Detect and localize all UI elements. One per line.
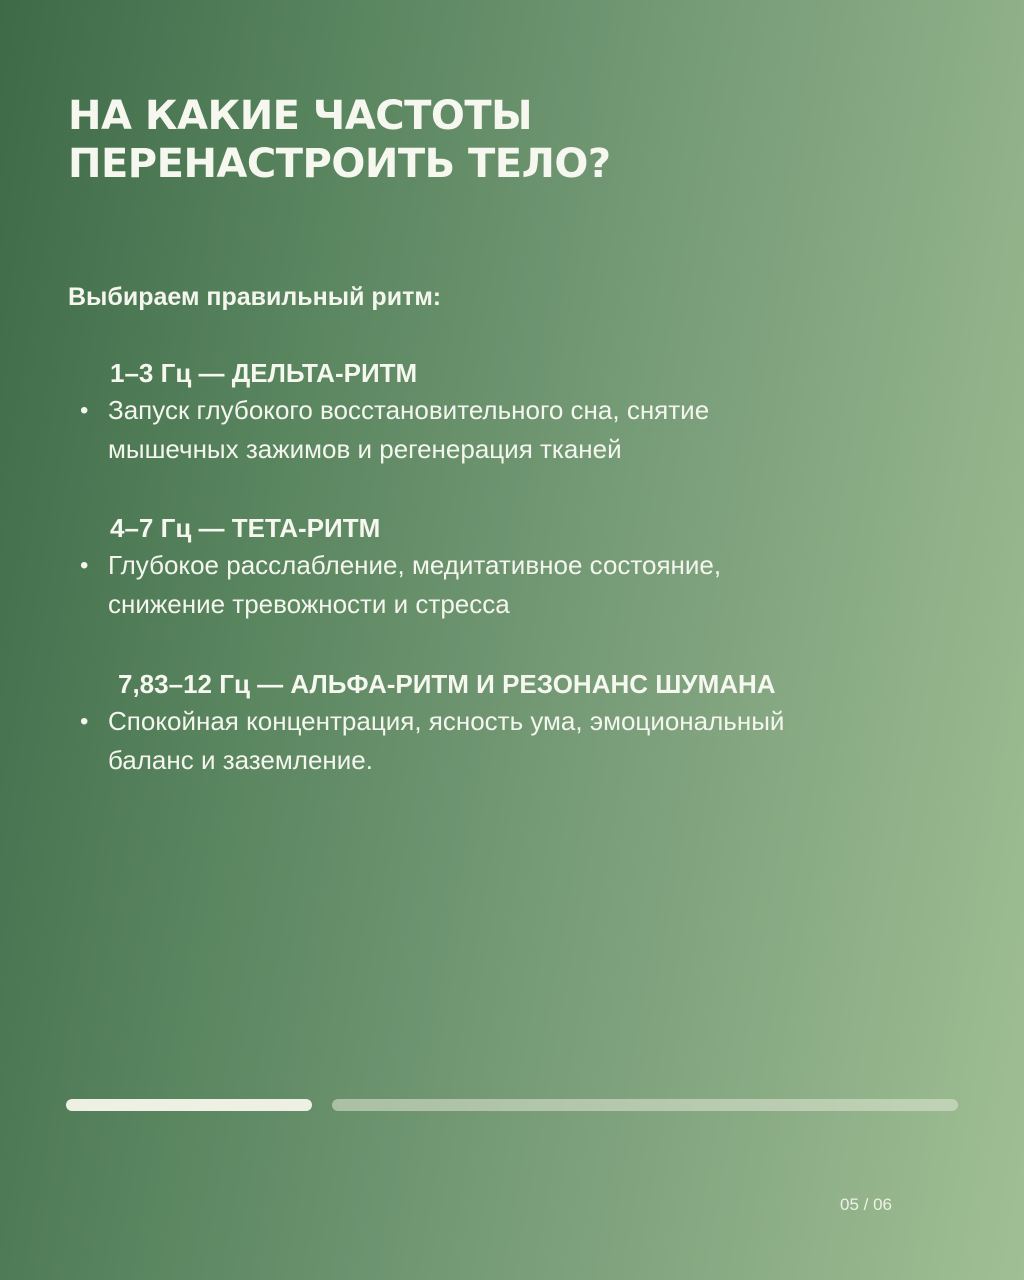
- description-line: Запуск глубокого восстановительного сна, снятие: [108, 395, 710, 425]
- description-line: баланс и заземление.: [108, 745, 373, 775]
- rhythm-heading: 7,83–12 Гц — АЛЬФА-РИТМ И РЕЗОНАНС ШУМАНА: [118, 669, 776, 699]
- rhythm-description: [108, 702, 928, 780]
- page-counter: 05 / 06: [840, 1195, 892, 1214]
- title-line-1: НА КАКИЕ ЧАСТОТЫ: [68, 93, 533, 139]
- description-line: мышечных зажимов и регенерация тканей: [108, 434, 622, 464]
- rhythm-description: [108, 546, 928, 624]
- bullet-icon: •: [80, 552, 89, 579]
- title-line-2: ПЕРЕНАСТРОИТЬ ТЕЛО?: [68, 141, 611, 187]
- rhythm-delta: [80, 355, 960, 469]
- progress-completed-segment: [66, 1099, 312, 1111]
- description-line: Спокойная концентрация, ясность ума, эмоциональный: [108, 706, 785, 736]
- list-item: [80, 702, 960, 780]
- progress-remaining-segment: [332, 1099, 958, 1111]
- list-item: [80, 546, 960, 624]
- description-line: Глубокое расслабление, медитативное состояние,: [108, 550, 722, 580]
- carousel-progress-bar: [66, 1099, 958, 1111]
- rhythm-heading: 1–3 Гц — ДЕЛЬТА-РИТМ: [110, 358, 418, 388]
- rhythm-alpha: [80, 666, 960, 780]
- page-title: [68, 92, 948, 188]
- description-line: снижение тревожности и стресса: [108, 589, 510, 619]
- rhythm-description: [108, 391, 928, 469]
- subtitle: Выбираем правильный ритм:: [68, 283, 442, 311]
- bullet-icon: •: [80, 708, 89, 735]
- list-item: [80, 391, 960, 469]
- bullet-icon: •: [80, 397, 89, 424]
- rhythm-heading: 4–7 Гц — ТЕТА-РИТМ: [110, 513, 381, 543]
- rhythm-theta: [80, 510, 960, 624]
